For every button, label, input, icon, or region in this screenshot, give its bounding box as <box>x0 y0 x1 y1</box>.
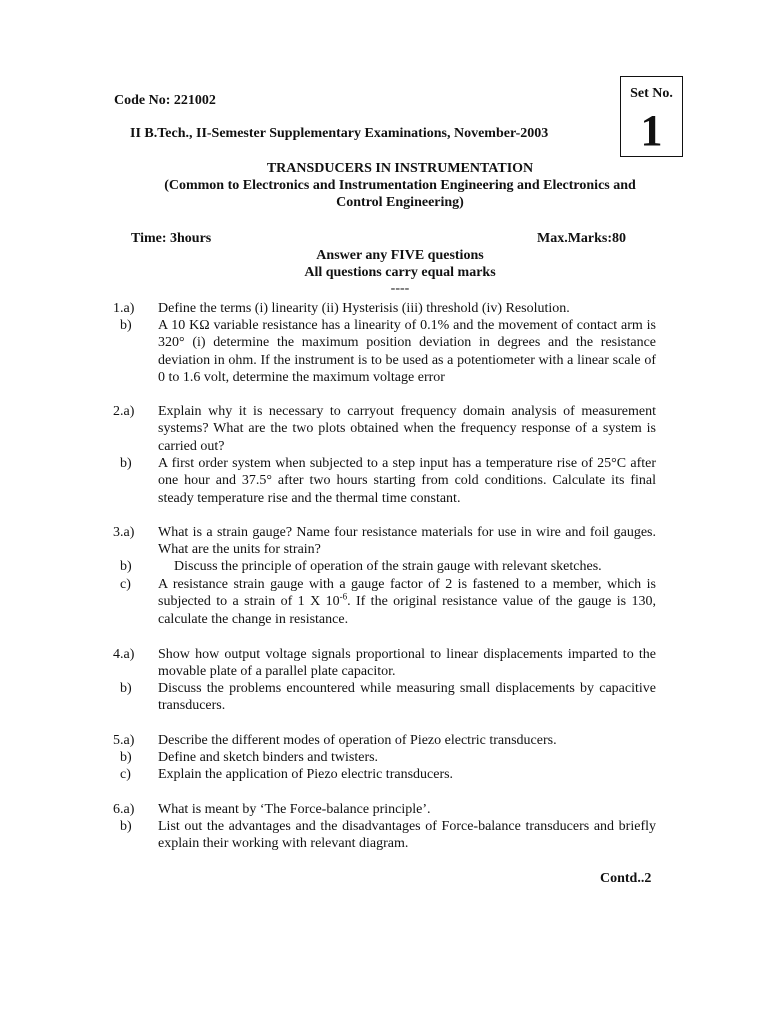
set-label: Set No. <box>630 86 673 101</box>
continued-label: Contd..2 <box>600 871 652 886</box>
question-text: Define and sketch binders and twisters. <box>158 750 379 765</box>
question-text: Discuss the principle of operation of the strain gauge with relevant sketches. <box>174 559 602 574</box>
question-number: c) <box>120 767 131 782</box>
common-to-line2: Control Engineering) <box>336 195 464 210</box>
question-text-part: A resistance strain gauge with a gauge factor of 2 is fastened to a member, which is subjected to a strain of 1 X 10 <box>158 577 656 610</box>
question-text: Discuss the problems encountered while measuring small displacements by capacitive transducers. <box>158 681 656 714</box>
code-number: Code No: 221002 <box>114 93 216 108</box>
separator: ---- <box>390 281 410 296</box>
question-number: b) <box>120 819 132 834</box>
question-text: Define the terms (i) linearity (ii) Hysterisis (iii) threshold (iv) Resolution. <box>158 301 570 316</box>
question-number: 5.a) <box>113 733 135 748</box>
question-number: 1.a) <box>113 301 135 316</box>
question-text: What is meant by ‘The Force-balance principle’. <box>158 802 431 817</box>
question-text: What is a strain gauge? Name four resistance materials for use in wire and foil gauges. What are the units for strain? <box>158 525 656 558</box>
set-number: 1 <box>640 106 663 155</box>
set-number-box <box>620 76 683 157</box>
question-text: A first order system when subjected to a step input has a temperature rise of 25°C after one hour and 37.5° after two hours starting from cold conditions. Calculate its final steady temperature rise and the thermal time constant. <box>158 456 656 506</box>
instruction-answer: Answer any FIVE questions <box>316 248 484 263</box>
subject-title: TRANSDUCERS IN INSTRUMENTATION <box>266 161 534 176</box>
question-number: b) <box>120 681 132 696</box>
question-text: List out the advantages and the disadvantages of Force-balance transducers and briefly explain their working with relevant diagram. <box>158 819 656 852</box>
question-number: 4.a) <box>113 647 135 662</box>
exam-title: II B.Tech., II-Semester Supplementary Examinations, November-2003 <box>130 126 549 141</box>
question-number: b) <box>120 559 132 574</box>
question-number: 6.a) <box>113 802 135 817</box>
question-text: Explain the application of Piezo electric transducers. <box>158 767 454 782</box>
question-number: c) <box>120 577 131 592</box>
question-number: b) <box>120 456 132 471</box>
common-to-line1: (Common to Electronics and Instrumentation Engineering and Electronics and <box>164 178 636 193</box>
question-text: Show how output voltage signals proportional to linear displacements imparted to the movable plate of a parallel plate capacitor. <box>158 647 656 680</box>
question-text: Explain why it is necessary to carryout frequency domain analysis of measurement systems? What are the two plots obtained when the frequency response of a system is carried out? <box>158 404 656 454</box>
question-number: 2.a) <box>113 404 135 419</box>
question-number: b) <box>120 318 132 333</box>
max-marks-label: Max.Marks:80 <box>537 231 627 246</box>
instruction-marks: All questions carry equal marks <box>304 265 496 280</box>
exponent: -6 <box>339 591 348 602</box>
question-number: b) <box>120 750 132 765</box>
question-text: A 10 KΩ variable resistance has a linearity of 0.1% and the movement of contact arm is 320° (i) determine the maximum position deviation in degrees and the resistance deviation in ohm. If the instrument is to be used as a potentiometer with a linear scale of 0 to 1.6 volt, determine the maximum voltage error <box>158 318 656 385</box>
time-label: Time: 3hours <box>131 231 212 246</box>
question-text: Describe the different modes of operation of Piezo electric transducers. <box>158 733 557 748</box>
question-text <box>158 576 656 628</box>
question-number: 3.a) <box>113 525 135 540</box>
question-text-part: . If the original resistance value of the gauge is 130, calculate the change in resistance. <box>158 594 656 627</box>
